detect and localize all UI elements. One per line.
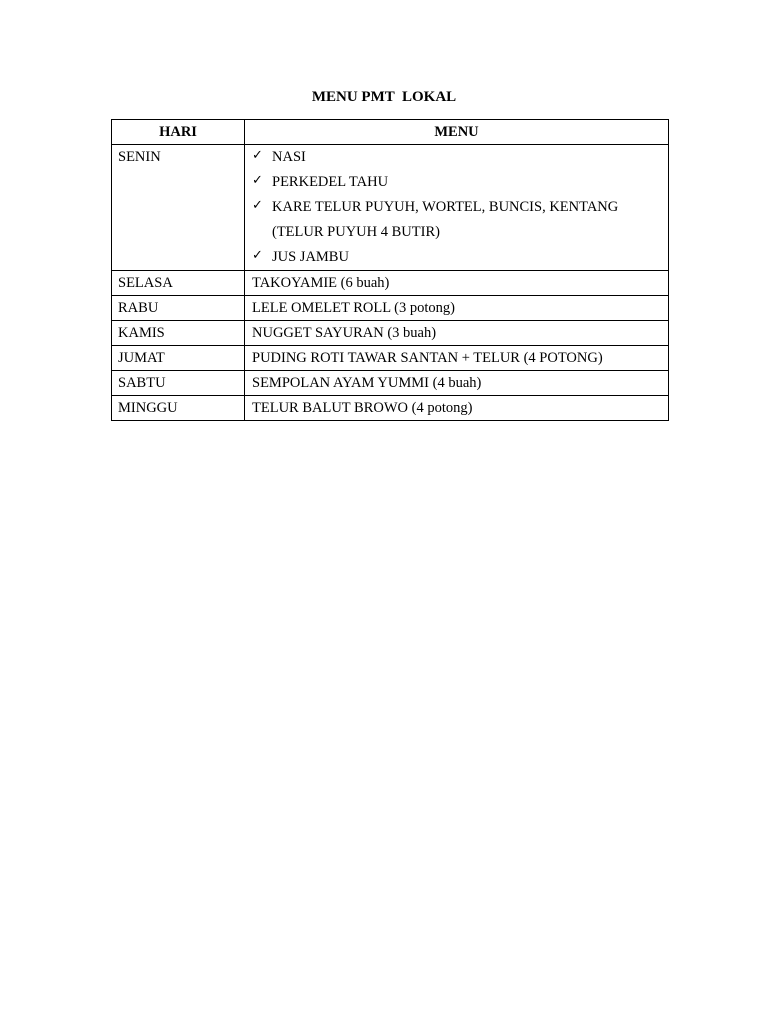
- day-cell: RABU: [112, 296, 245, 321]
- day-cell: KAMIS: [112, 321, 245, 346]
- menu-list-item: [252, 170, 662, 195]
- menu-cell: SEMPOLAN AYAM YUMMI (4 buah): [245, 371, 669, 396]
- day-cell: MINGGU: [112, 396, 245, 421]
- menu-list-item: [252, 145, 662, 170]
- table-row: [112, 396, 669, 421]
- menu-cell: [245, 145, 669, 271]
- table-row: [112, 346, 669, 371]
- checkmark-icon: ✓: [252, 148, 263, 163]
- day-cell: SABTU: [112, 371, 245, 396]
- table-row: [112, 271, 669, 296]
- menu-cell: TELUR BALUT BROWO (4 potong): [245, 396, 669, 421]
- checkmark-icon: ✓: [252, 198, 263, 213]
- day-cell: JUMAT: [112, 346, 245, 371]
- document-title: MENU PMT LOKAL: [311, 89, 457, 105]
- day-cell: SELASA: [112, 271, 245, 296]
- table-header-row: [112, 120, 669, 145]
- checkmark-icon: ✓: [252, 248, 263, 263]
- checkmark-icon: ✓: [252, 173, 263, 188]
- table-row: [112, 321, 669, 346]
- table-row: [112, 145, 669, 271]
- menu-cell: LELE OMELET ROLL (3 potong): [245, 296, 669, 321]
- menu-list-item: [252, 195, 662, 245]
- menu-table: [111, 119, 669, 421]
- day-cell: SENIN: [112, 145, 245, 271]
- menu-cell: PUDING ROTI TAWAR SANTAN + TELUR (4 POTONG): [245, 346, 669, 371]
- header-menu: MENU: [245, 120, 669, 145]
- menu-item-text: JUS JAMBU: [272, 249, 349, 265]
- menu-checklist: [252, 145, 662, 270]
- menu-item-continuation: (TELUR PUYUH 4 BUTIR): [272, 224, 440, 240]
- menu-cell: TAKOYAMIE (6 buah): [245, 271, 669, 296]
- menu-item-text: PERKEDEL TAHU: [272, 174, 389, 190]
- menu-list-item: [252, 245, 662, 270]
- table-row: [112, 296, 669, 321]
- table-row: [112, 371, 669, 396]
- header-day: HARI: [112, 120, 245, 145]
- menu-item-text: NASI: [272, 149, 306, 165]
- menu-cell: NUGGET SAYURAN (3 buah): [245, 321, 669, 346]
- menu-item-text: KARE TELUR PUYUH, WORTEL, BUNCIS, KENTANG: [272, 199, 619, 215]
